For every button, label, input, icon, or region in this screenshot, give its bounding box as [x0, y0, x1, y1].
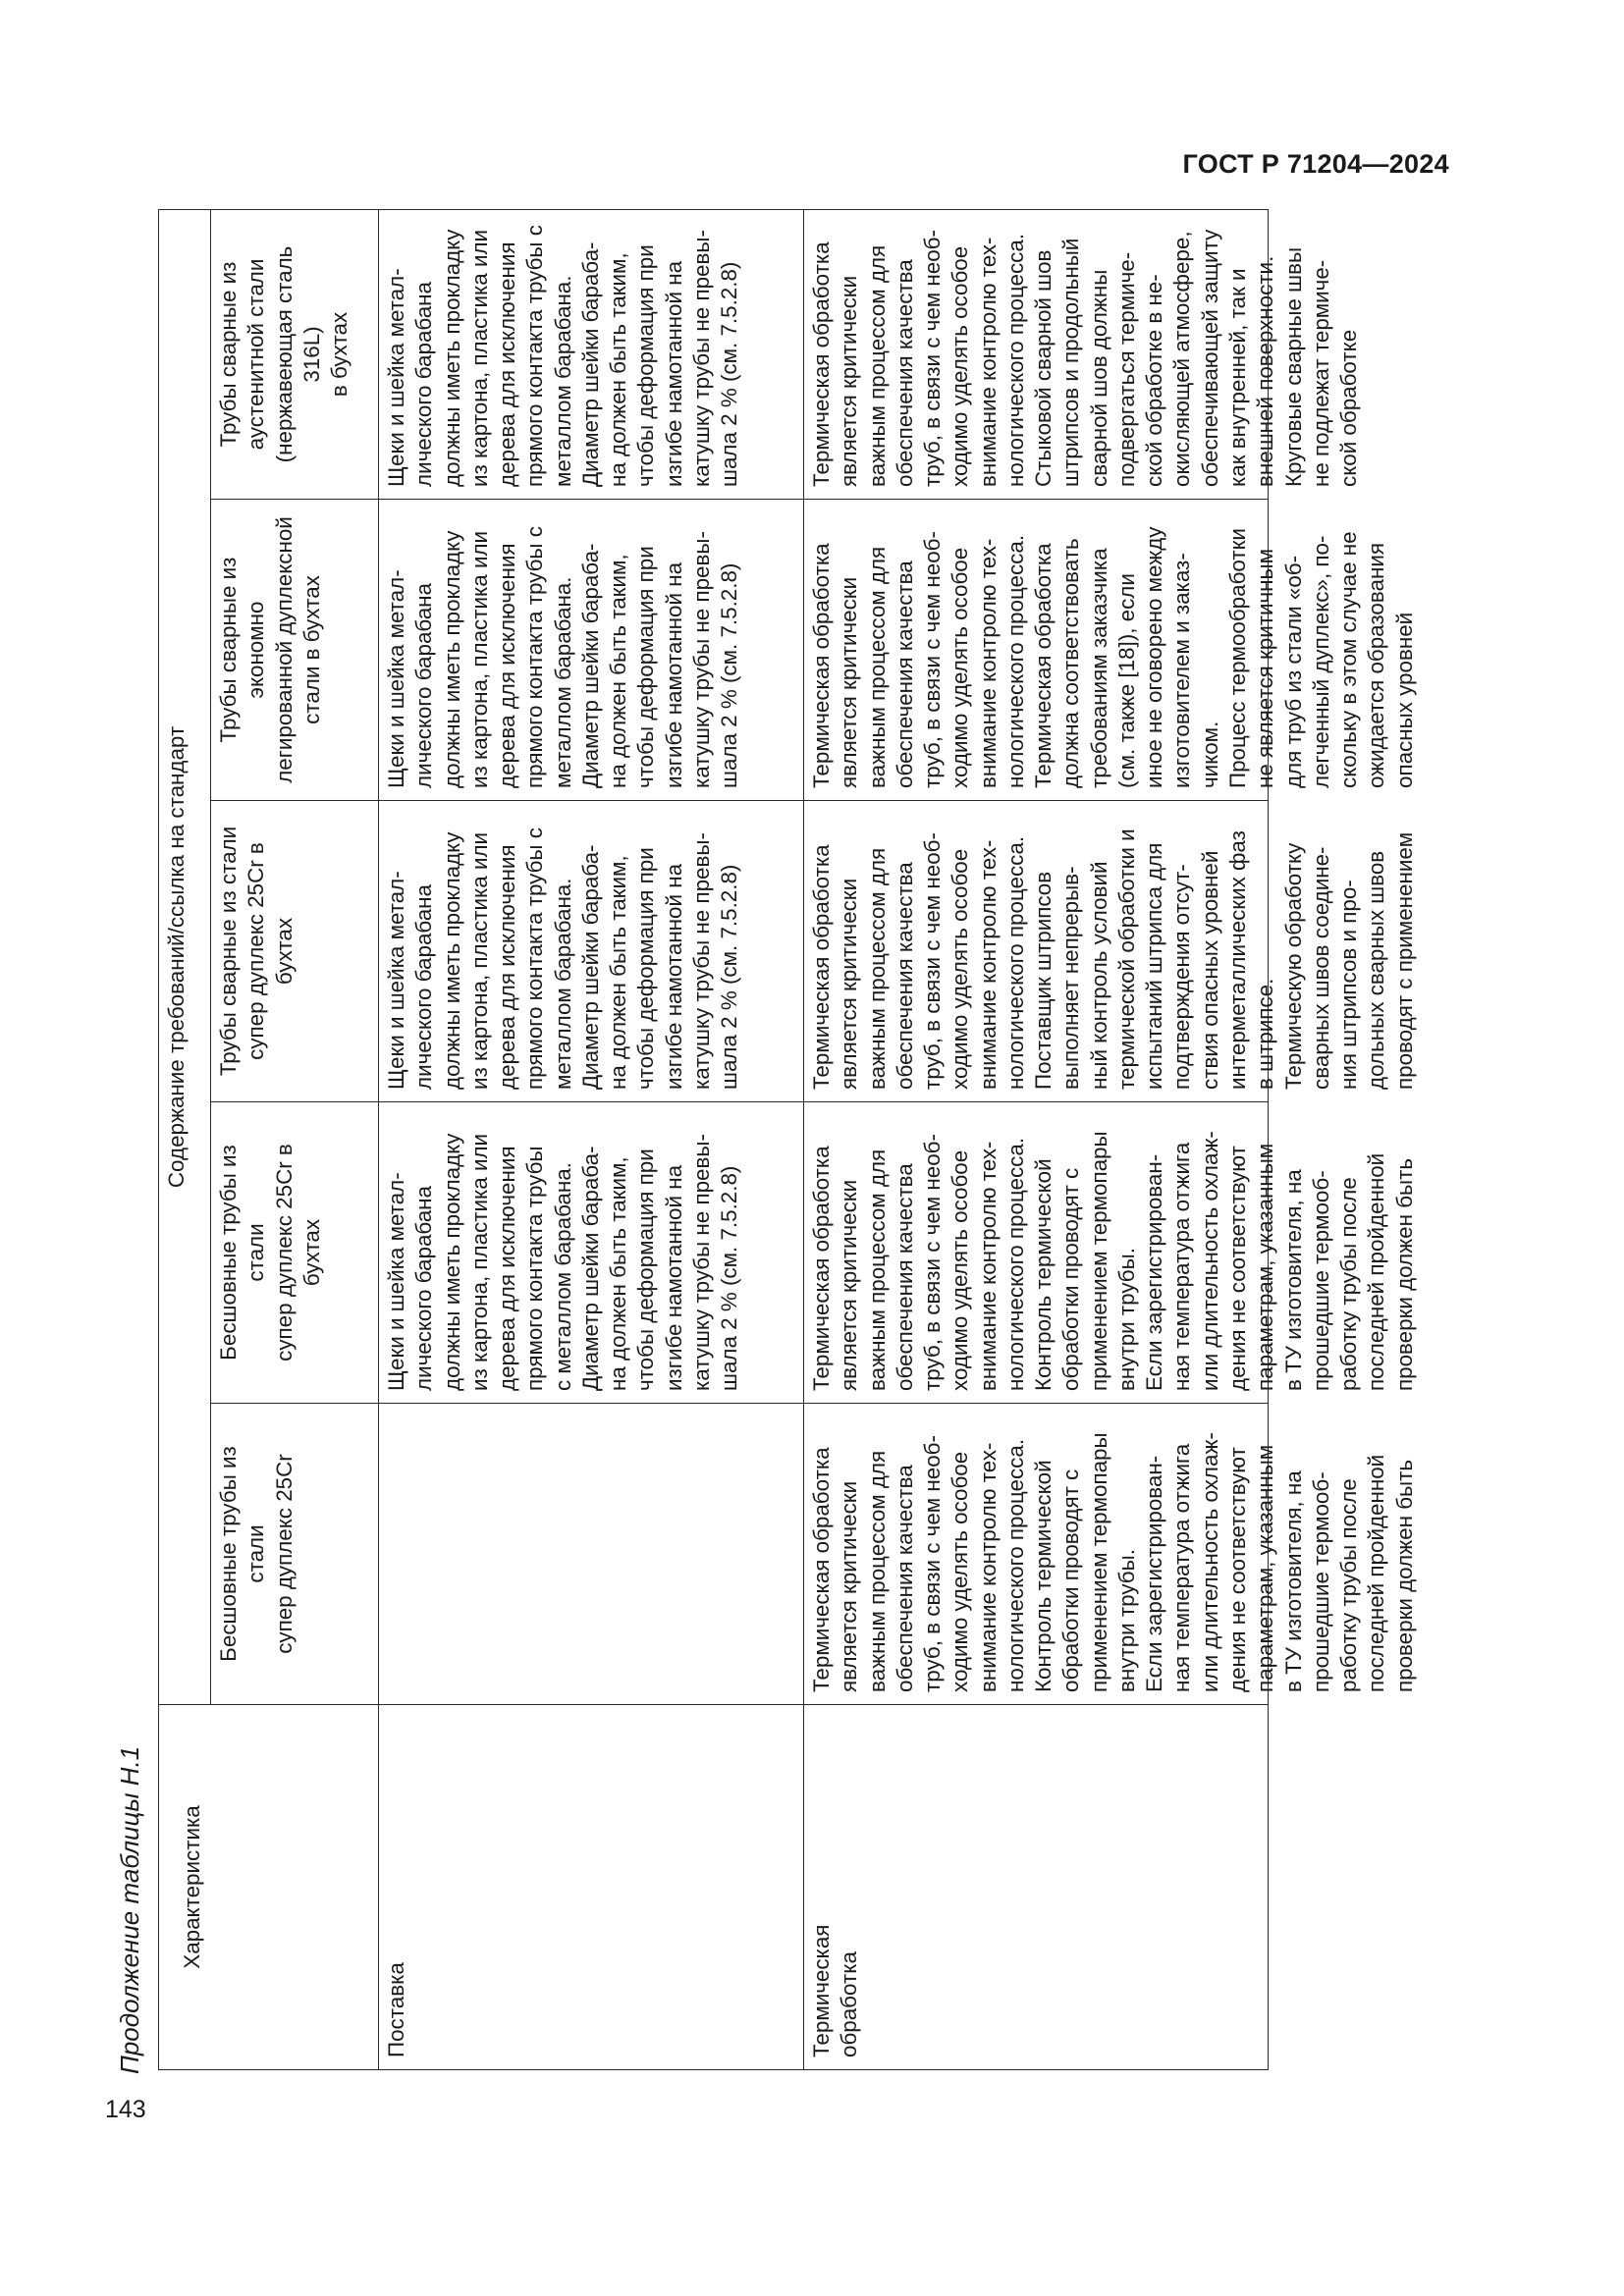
table-cell: Щеки и шейка метал- лического барабана должны иметь прокладку из картона, пластика или дерева для исключения прямого контакта трубы с металлом барабана. Диаметр шейки бараба- на должен быть таким, чтобы деформация при изгибе намотанной на катушку трубы не превы- шала 2 % (см. 7.5.2.8) [379, 801, 804, 1102]
group-header: Содержание требований/ссылка на стандарт [159, 209, 211, 1704]
column-header: Трубы сварные из стали супер дуплекс 25Cr в бухтах [211, 801, 379, 1102]
column-header: Бесшовные трубы из стали супер дуплекс 25Cr [211, 1404, 379, 1705]
requirements-table [158, 209, 1417, 2070]
table-cell: Щеки и шейка метал- лического барабана должны иметь прокладку из картона, пластика или дерева для исключения прямого контакта трубы с металлом барабана. Диаметр шейки бараба- на должен быть таким, чтобы деформация при изгибе намотанной на катушку трубы не превы- шала 2 % (см. 7.5.2.8) [379, 1102, 804, 1404]
table-cell: Щеки и шейка метал- лического барабана должны иметь прокладку из картона, пластика или дерева для исключения прямого контакта трубы с металлом барабана. Диаметр шейки бараба- на должен быть таким, чтобы деформация при изгибе намотанной на катушку трубы не превы- шала 2 % (см. 7.5.2.8) [379, 209, 804, 499]
table-cell: Щеки и шейка метал- лического барабана должны иметь прокладку из картона, пластика или дерева для исключения прямого контакта трубы с металлом барабана. Диаметр шейки бараба- на должен быть таким, чтобы деформация при изгибе намотанной на катушку трубы не превы- шала 2 % (см. 7.5.2.8) [379, 500, 804, 801]
page-number: 143 [105, 2096, 146, 2123]
column-header: Трубы сварные из аустенитной стали (нержавеющая сталь 316L) в бухтах [211, 209, 379, 499]
column-header: Бесшовные трубы из стали супер дуплекс 25Cr в бухтах [211, 1102, 379, 1404]
table-cell: Термическая обработка является критически важным процессом для обеспечения качества труб, в связи с чем необ- ходимо уделять особое внимание контролю тех- нологического процесса. Поставщик штрипсов выполняет непрерыв- ный контроль условий термической обработки и испытаний штрипса для подтверждения отсут- ствия опасных уровней интерметаллических фаз в штрипсе. Термическую обработку сварных швов соедине- ния штрипсов и про- дольных сварных швов проводят с применением [804, 801, 1269, 1102]
table-cell: Термическая обработка является критически важным процессом для обеспечения качества труб, в связи с чем необ- ходимо уделять особое внимание контролю тех- нологического процесса. Термическая обработка должна соответствовать требованиям заказчика (см. также [18]), если иное не оговорено между изготовителем и заказ- чиком. Процесс термообработки не является критичным для труб из стали «об- легченный дуплекс», по- скольку в этом случае не ожидается образования опасных уровней [804, 500, 1269, 801]
row-characteristic: Поставка [379, 1705, 804, 2070]
column-header: Трубы сварные из экономно легированной дуплексной стали в бухтах [211, 500, 379, 801]
standard-designation: ГОСТ Р 71204—2024 [1182, 149, 1449, 179]
header-row-group [159, 209, 211, 2069]
table-cell: Термическая обработка является критически важным процессом для обеспечения качества труб, в связи с чем необ- ходимо уделять особое внимание контролю тех- нологического процесса. Стыковой сварной шов штрипсов и продольный сварной шов должны подвергаться термиче- ской обработке в не- окисляющей атмосфере, обеспечивающей защиту как внутренней, так и внешней поверхности. Круговые сварные швы не подлежат термиче- ской обработке [804, 209, 1269, 499]
table-caption: Продолжение таблицы Н.1 [115, 1745, 144, 2074]
table-cell [379, 1404, 804, 1705]
table-row [379, 209, 804, 2069]
characteristic-header: Характеристика [159, 1705, 379, 2070]
table-cell: Термическая обработка является критически важным процессом для обеспечения качества труб, в связи с чем необ- ходимо уделять особое внимание контролю тех- нологического процесса. Контроль термической обработки проводят с применением термопары внутри трубы. Если зарегистрирован- ная температура отжига или длительность охлаж- дения не соответствуют параметрам, указанным в ТУ изготовителя, на прошедшие термооб- работку трубы после последней пройденной проверки должен быть [804, 1404, 1269, 1705]
row-characteristic: Термическая обработка [804, 1705, 1269, 2070]
rotated-content [103, 201, 1470, 2086]
table-cell: Термическая обработка является критически важным процессом для обеспечения качества труб, в связи с чем необ- ходимо уделять особое внимание контролю тех- нологического процесса. Контроль термической обработки проводят с применением термопары внутри трубы. Если зарегистрирован- ная температура отжига или длительность охлаж- дения не соответствуют параметрам, указанным в ТУ изготовителя, на прошедшие термооб- работку трубы после последней пройденной проверки должен быть [804, 1102, 1269, 1404]
table-row [804, 209, 1269, 2069]
